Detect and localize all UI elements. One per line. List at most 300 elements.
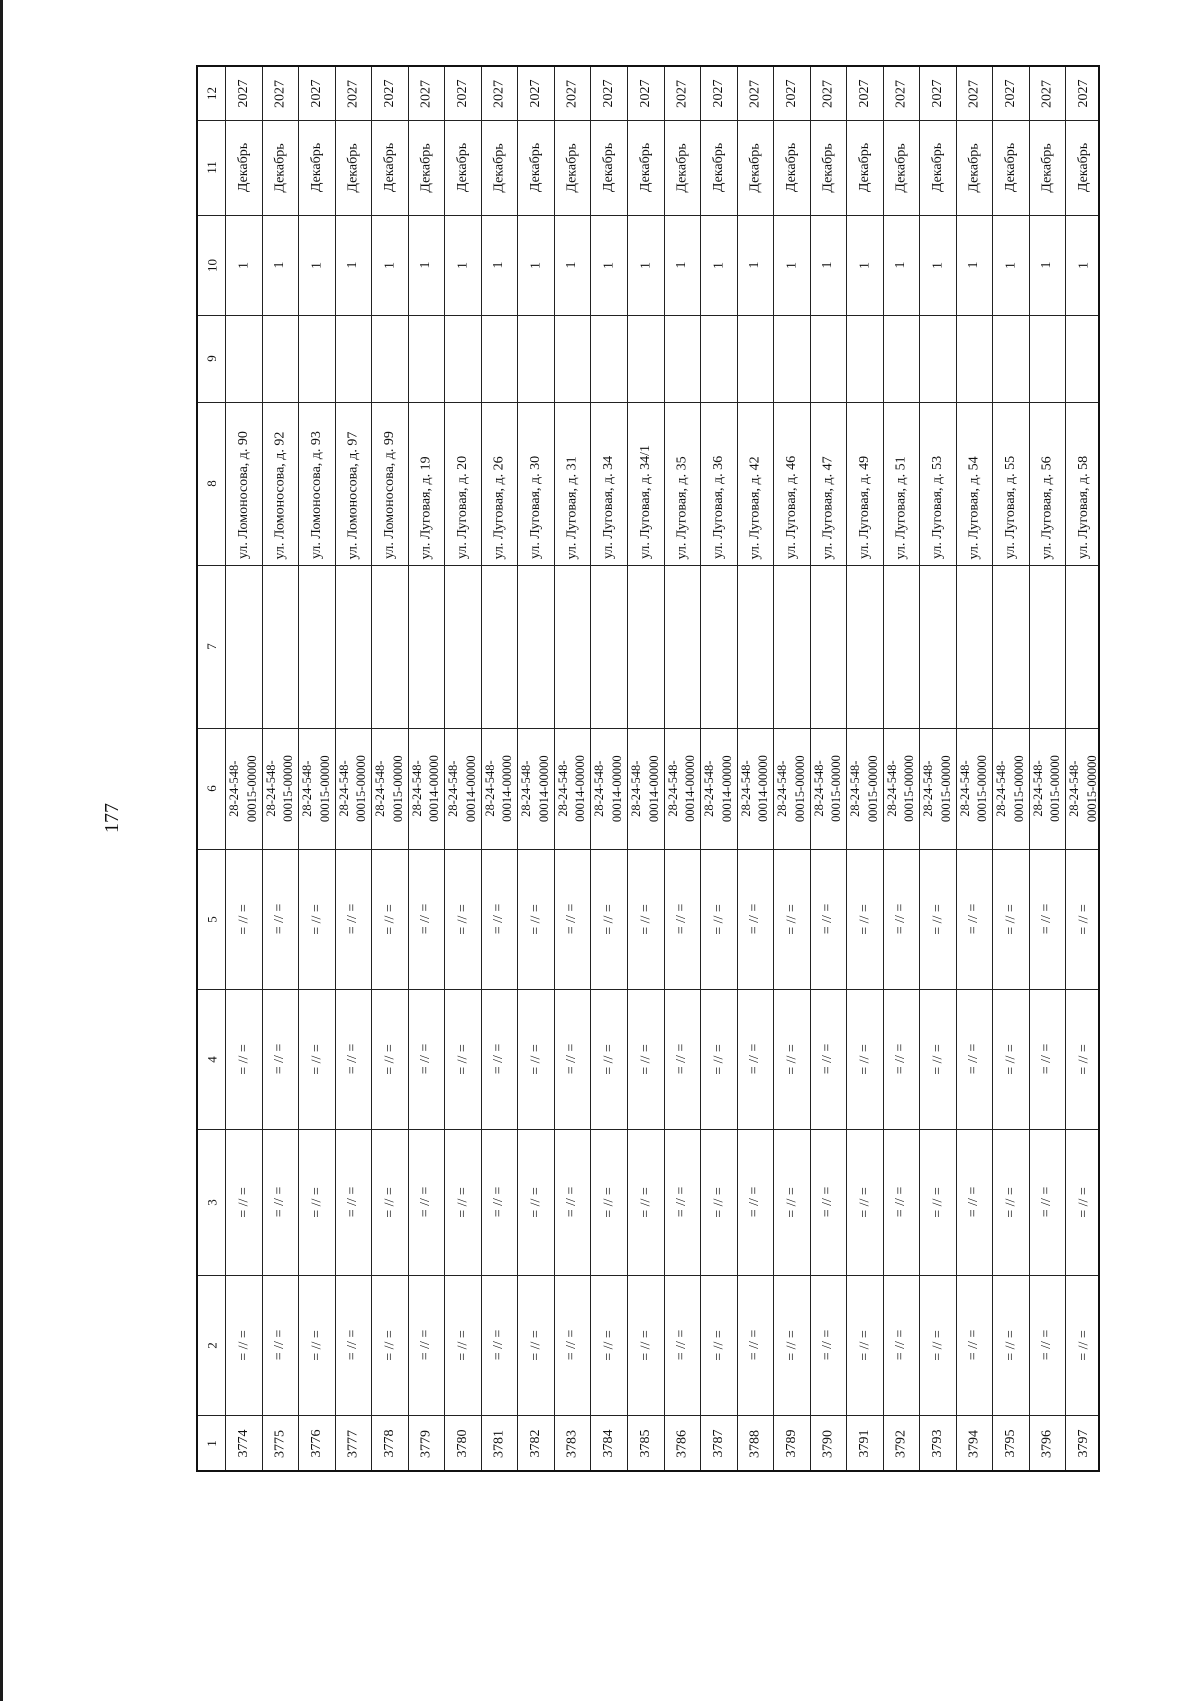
cadastral-code-part1: 28-24-548- xyxy=(702,760,717,817)
empty-cell xyxy=(1065,565,1102,728)
ditto-mark: = // = xyxy=(454,1043,470,1075)
year: 2027 xyxy=(272,79,287,108)
year: 2027 xyxy=(1039,79,1054,108)
ditto-mark: = // = xyxy=(235,1043,251,1075)
year: 2027 xyxy=(418,79,433,108)
ditto-mark: = // = xyxy=(820,1186,835,1218)
cadastral-code-part2: 00014-00000 xyxy=(756,755,770,822)
ditto-mark: = // = xyxy=(674,1186,689,1218)
row-number: 3786 xyxy=(674,1429,689,1458)
column-number-header: 11 xyxy=(203,161,219,174)
ditto-mark: = // = xyxy=(747,1186,762,1218)
ditto-mark: = // = xyxy=(674,1043,689,1075)
ditto-mark: = // = xyxy=(600,903,616,935)
column-number-header: 7 xyxy=(203,643,219,650)
ditto-mark: = // = xyxy=(235,1186,251,1218)
column-number-header: 3 xyxy=(203,1198,219,1206)
month: Декабрь xyxy=(856,142,872,193)
ditto-mark: = // = xyxy=(1002,903,1018,935)
address: ул. Луговая, д. 34 xyxy=(600,455,616,559)
empty-cell xyxy=(956,565,992,728)
year: 2027 xyxy=(856,79,872,108)
ditto-mark: = // = xyxy=(710,1186,726,1218)
empty-cell xyxy=(883,565,919,728)
empty-cell xyxy=(371,315,408,402)
empty-cell xyxy=(992,565,1029,728)
empty-cell xyxy=(225,315,262,402)
row-number: 3788 xyxy=(747,1429,762,1458)
empty-cell xyxy=(408,315,444,402)
ditto-mark: = // = xyxy=(272,903,287,935)
empty-cell xyxy=(992,315,1029,402)
ditto-mark: = // = xyxy=(893,1329,908,1361)
cadastral-code-part1: 28-24-548- xyxy=(592,760,607,817)
address: ул. Луговая, д. 54 xyxy=(966,455,981,559)
ditto-mark: = // = xyxy=(1075,1329,1091,1361)
quantity: 1 xyxy=(856,261,872,269)
ditto-mark: = // = xyxy=(783,903,799,935)
ditto-mark: = // = xyxy=(820,1043,835,1075)
empty-cell xyxy=(1029,315,1065,402)
ditto-mark: = // = xyxy=(1039,1043,1054,1075)
month: Декабрь xyxy=(381,142,397,193)
cadastral-code-part2: 00015-00000 xyxy=(938,755,953,822)
cadastral-code-part2: 00015-00000 xyxy=(244,755,259,822)
ditto-mark: = // = xyxy=(454,1329,470,1361)
address: ул. Луговая, д. 30 xyxy=(527,455,543,559)
ditto-mark: = // = xyxy=(418,903,433,935)
month: Декабрь xyxy=(308,142,324,193)
row-number: 3780 xyxy=(454,1429,470,1458)
cadastral-code-part2: 00014-00000 xyxy=(463,755,478,822)
ditto-mark: = // = xyxy=(674,903,689,935)
cadastral-code-part2: 00015-00000 xyxy=(792,755,807,822)
cadastral-code-part1: 28-24-548- xyxy=(775,760,790,817)
year: 2027 xyxy=(345,79,360,108)
quantity: 1 xyxy=(527,261,543,269)
address: ул. Луговая, д. 58 xyxy=(1075,455,1091,559)
row-number: 3789 xyxy=(783,1429,799,1458)
ditto-mark: = // = xyxy=(710,1043,726,1075)
cadastral-code-part2: 00014-00000 xyxy=(500,755,514,822)
quantity: 1 xyxy=(272,261,287,269)
year: 2027 xyxy=(308,79,324,108)
address: ул. Луговая, д. 35 xyxy=(674,455,689,559)
ditto-mark: = // = xyxy=(856,1043,872,1075)
ditto-mark: = // = xyxy=(600,1043,616,1075)
empty-cell xyxy=(444,565,481,728)
empty-cell xyxy=(737,565,773,728)
empty-cell xyxy=(846,315,883,402)
month: Декабрь xyxy=(564,142,579,193)
year: 2027 xyxy=(527,79,543,108)
ditto-mark: = // = xyxy=(418,1186,433,1218)
cadastral-code-part1: 28-24-548- xyxy=(848,760,863,817)
address: ул. Ломоносова, д. 90 xyxy=(235,431,251,559)
year: 2027 xyxy=(1075,79,1091,108)
empty-cell xyxy=(481,315,517,402)
cadastral-code-part1: 28-24-548- xyxy=(227,760,242,817)
quantity: 1 xyxy=(235,261,251,269)
month: Декабрь xyxy=(1075,142,1091,193)
ditto-mark: = // = xyxy=(527,903,543,935)
cadastral-code-part1: 28-24-548- xyxy=(373,760,388,817)
cadastral-code-part1: 28-24-548- xyxy=(921,760,936,817)
empty-cell xyxy=(627,315,664,402)
quantity: 1 xyxy=(1075,261,1091,269)
cadastral-code-part1: 28-24-548- xyxy=(300,760,315,817)
month: Декабрь xyxy=(527,142,543,193)
ditto-mark: = // = xyxy=(272,1043,287,1075)
ditto-mark: = // = xyxy=(235,1329,251,1361)
ditto-mark: = // = xyxy=(893,1043,908,1075)
cadastral-code-part1: 28-24-548- xyxy=(812,760,826,817)
cadastral-code-part1: 28-24-548- xyxy=(337,760,351,817)
ditto-mark: = // = xyxy=(418,1329,433,1361)
quantity: 1 xyxy=(1039,261,1054,269)
ditto-mark: = // = xyxy=(235,903,251,935)
empty-cell xyxy=(481,565,517,728)
address: ул. Луговая, д. 36 xyxy=(710,455,726,559)
row-number: 3782 xyxy=(527,1429,543,1458)
ditto-mark: = // = xyxy=(491,1329,506,1361)
ditto-mark: = // = xyxy=(381,1043,397,1075)
scan-edge xyxy=(0,0,3,1701)
month: Декабрь xyxy=(637,142,653,193)
address: ул. Ломоносова, д. 99 xyxy=(381,431,397,559)
year: 2027 xyxy=(710,79,726,108)
cadastral-code-part2: 00014-00000 xyxy=(609,755,624,822)
ditto-mark: = // = xyxy=(674,1329,689,1361)
empty-cell xyxy=(590,315,627,402)
empty-cell xyxy=(1065,315,1102,402)
ditto-mark: = // = xyxy=(308,903,324,935)
month: Декабрь xyxy=(1039,142,1054,193)
ditto-mark: = // = xyxy=(929,903,945,935)
year: 2027 xyxy=(600,79,616,108)
month: Декабрь xyxy=(783,142,799,193)
row-number: 3776 xyxy=(308,1429,324,1458)
empty-cell xyxy=(298,565,335,728)
month: Декабрь xyxy=(454,142,470,193)
month: Декабрь xyxy=(710,142,726,193)
address: ул. Луговая, д. 47 xyxy=(820,455,835,559)
quantity: 1 xyxy=(893,261,908,269)
row-number: 3781 xyxy=(491,1429,506,1458)
ditto-mark: = // = xyxy=(381,1329,397,1361)
column-number-header: 6 xyxy=(203,785,219,792)
ditto-mark: = // = xyxy=(564,1043,579,1075)
year: 2027 xyxy=(564,79,579,108)
ditto-mark: = // = xyxy=(710,1329,726,1361)
column-number-header: 4 xyxy=(203,1055,219,1063)
row-number: 3790 xyxy=(820,1429,835,1458)
ditto-mark: = // = xyxy=(966,1186,981,1218)
quantity: 1 xyxy=(308,261,324,269)
empty-cell xyxy=(1029,565,1065,728)
year: 2027 xyxy=(491,79,506,108)
empty-cell xyxy=(554,565,590,728)
ditto-mark: = // = xyxy=(747,1329,762,1361)
empty-cell xyxy=(408,565,444,728)
month: Декабрь xyxy=(747,142,762,193)
column-number-header: 8 xyxy=(203,480,219,487)
empty-cell xyxy=(956,315,992,402)
ditto-mark: = // = xyxy=(856,903,872,935)
empty-cell xyxy=(554,315,590,402)
ditto-mark: = // = xyxy=(1002,1329,1018,1361)
row-number: 3778 xyxy=(381,1429,397,1458)
year: 2027 xyxy=(820,79,835,108)
ditto-mark: = // = xyxy=(272,1329,287,1361)
empty-cell xyxy=(737,315,773,402)
ditto-mark: = // = xyxy=(929,1043,945,1075)
month: Декабрь xyxy=(1002,142,1018,193)
year: 2027 xyxy=(783,79,799,108)
cadastral-code-part1: 28-24-548- xyxy=(1067,760,1082,817)
year: 2027 xyxy=(235,79,251,108)
ditto-mark: = // = xyxy=(345,1186,360,1218)
ditto-mark: = // = xyxy=(600,1329,616,1361)
quantity: 1 xyxy=(454,261,470,269)
address: ул. Луговая, д. 56 xyxy=(1039,455,1054,559)
ditto-mark: = // = xyxy=(747,903,762,935)
cadastral-code-part2: 00015-00000 xyxy=(1084,755,1099,822)
row-number: 3797 xyxy=(1075,1429,1091,1458)
cadastral-code-part2: 00015-00000 xyxy=(317,755,332,822)
ditto-mark: = // = xyxy=(929,1186,945,1218)
empty-cell xyxy=(883,315,919,402)
ditto-mark: = // = xyxy=(1002,1043,1018,1075)
empty-cell xyxy=(773,315,810,402)
quantity: 1 xyxy=(600,261,616,269)
page-number: 177 xyxy=(101,803,123,833)
address: ул. Ломоносова, д. 92 xyxy=(272,431,287,559)
cadastral-code-part1: 28-24-548- xyxy=(483,760,497,817)
address: ул. Ломоносова, д. 93 xyxy=(308,431,324,559)
ditto-mark: = // = xyxy=(637,1329,653,1361)
quantity: 1 xyxy=(345,261,360,269)
ditto-mark: = // = xyxy=(491,1186,506,1218)
cadastral-code-part2: 00014-00000 xyxy=(719,755,734,822)
row-number: 3792 xyxy=(893,1429,908,1458)
register-table xyxy=(196,65,1100,1472)
ditto-mark: = // = xyxy=(856,1186,872,1218)
empty-cell xyxy=(517,565,554,728)
year: 2027 xyxy=(966,79,981,108)
ditto-mark: = // = xyxy=(783,1186,799,1218)
ditto-mark: = // = xyxy=(966,1043,981,1075)
ditto-mark: = // = xyxy=(966,903,981,935)
ditto-mark: = // = xyxy=(564,1186,579,1218)
ditto-mark: = // = xyxy=(1002,1186,1018,1218)
cadastral-code-part1: 28-24-548- xyxy=(556,760,570,817)
empty-cell xyxy=(262,565,298,728)
cadastral-code-part1: 28-24-548- xyxy=(994,760,1009,817)
row-number: 3774 xyxy=(235,1429,251,1458)
ditto-mark: = // = xyxy=(856,1329,872,1361)
cadastral-code-part2: 00015-00000 xyxy=(281,755,295,822)
ditto-mark: = // = xyxy=(418,1043,433,1075)
ditto-mark: = // = xyxy=(491,903,506,935)
ditto-mark: = // = xyxy=(783,1329,799,1361)
cadastral-code-part1: 28-24-548- xyxy=(1031,760,1045,817)
ditto-mark: = // = xyxy=(820,903,835,935)
column-number-header: 5 xyxy=(203,915,219,923)
row-number: 3787 xyxy=(710,1429,726,1458)
row-number: 3796 xyxy=(1039,1429,1054,1458)
empty-cell xyxy=(517,315,554,402)
month: Декабрь xyxy=(235,142,251,193)
address: ул. Луговая, д. 42 xyxy=(747,455,762,559)
month: Декабрь xyxy=(893,142,908,193)
cadastral-code-part1: 28-24-548- xyxy=(519,760,534,817)
year: 2027 xyxy=(747,79,762,108)
address: ул. Луговая, д. 55 xyxy=(1002,455,1018,559)
ditto-mark: = // = xyxy=(381,1186,397,1218)
ditto-mark: = // = xyxy=(308,1329,324,1361)
quantity: 1 xyxy=(1002,261,1018,269)
month: Декабрь xyxy=(272,142,287,193)
year: 2027 xyxy=(674,79,689,108)
empty-cell xyxy=(335,315,371,402)
column-number-header: 10 xyxy=(203,258,219,272)
ditto-mark: = // = xyxy=(345,1329,360,1361)
empty-cell xyxy=(846,565,883,728)
ditto-mark: = // = xyxy=(527,1186,543,1218)
empty-cell xyxy=(664,565,700,728)
ditto-mark: = // = xyxy=(491,1043,506,1075)
row-number: 3785 xyxy=(637,1429,653,1458)
ditto-mark: = // = xyxy=(1075,903,1091,935)
cadastral-code-part2: 00015-00000 xyxy=(902,755,916,822)
month: Декабрь xyxy=(966,142,981,193)
address: ул. Луговая, д. 31 xyxy=(564,455,579,559)
empty-cell xyxy=(444,315,481,402)
year: 2027 xyxy=(929,79,945,108)
column-number-header: 9 xyxy=(203,355,219,362)
address: ул. Луговая, д. 49 xyxy=(856,455,872,559)
ditto-mark: = // = xyxy=(966,1329,981,1361)
ditto-mark: = // = xyxy=(637,1043,653,1075)
cadastral-code-part2: 00014-00000 xyxy=(536,755,551,822)
column-number-header: 12 xyxy=(203,87,219,100)
empty-cell xyxy=(298,315,335,402)
quantity: 1 xyxy=(966,261,981,269)
empty-cell xyxy=(919,565,956,728)
ditto-mark: = // = xyxy=(527,1043,543,1075)
ditto-mark: = // = xyxy=(600,1186,616,1218)
ditto-mark: = // = xyxy=(564,1329,579,1361)
cadastral-code-part2: 00014-00000 xyxy=(573,755,587,822)
cadastral-code-part2: 00015-00000 xyxy=(1048,755,1062,822)
ditto-mark: = // = xyxy=(710,903,726,935)
empty-cell xyxy=(262,315,298,402)
empty-cell xyxy=(225,565,262,728)
month: Декабрь xyxy=(929,142,945,193)
ditto-mark: = // = xyxy=(272,1186,287,1218)
cadastral-code-part1: 28-24-548- xyxy=(446,760,461,817)
month: Декабрь xyxy=(600,142,616,193)
ditto-mark: = // = xyxy=(308,1043,324,1075)
empty-cell xyxy=(371,565,408,728)
address: ул. Луговая, д. 19 xyxy=(418,455,433,559)
cadastral-code-part1: 28-24-548- xyxy=(739,760,753,817)
ditto-mark: = // = xyxy=(747,1043,762,1075)
month: Декабрь xyxy=(345,142,360,193)
year: 2027 xyxy=(637,79,653,108)
quantity: 1 xyxy=(674,261,689,269)
empty-cell xyxy=(919,315,956,402)
ditto-mark: = // = xyxy=(308,1186,324,1218)
cadastral-code-part2: 00015-00000 xyxy=(354,755,368,822)
empty-cell xyxy=(664,315,700,402)
cadastral-code-part1: 28-24-548- xyxy=(958,760,972,817)
quantity: 1 xyxy=(564,261,579,269)
ditto-mark: = // = xyxy=(1039,903,1054,935)
address: ул. Луговая, д. 34/1 xyxy=(637,444,653,559)
ditto-mark: = // = xyxy=(381,903,397,935)
ditto-mark: = // = xyxy=(929,1329,945,1361)
quantity: 1 xyxy=(491,261,506,269)
year: 2027 xyxy=(1002,79,1018,108)
address: ул. Луговая, д. 51 xyxy=(893,455,908,559)
address: ул. Луговая, д. 53 xyxy=(929,455,945,559)
column-number-header: 2 xyxy=(203,1341,219,1349)
year: 2027 xyxy=(381,79,397,108)
column-number-header: 1 xyxy=(203,1440,219,1447)
empty-cell xyxy=(700,315,737,402)
quantity: 1 xyxy=(710,261,726,269)
ditto-mark: = // = xyxy=(783,1043,799,1075)
cadastral-code-part2: 00014-00000 xyxy=(646,755,661,822)
cadastral-code-part1: 28-24-548- xyxy=(666,760,680,817)
month: Декабрь xyxy=(491,142,506,193)
cadastral-code-part2: 00015-00000 xyxy=(829,755,843,822)
year: 2027 xyxy=(893,79,908,108)
ditto-mark: = // = xyxy=(637,1186,653,1218)
empty-cell xyxy=(590,565,627,728)
empty-cell xyxy=(810,565,846,728)
quantity: 1 xyxy=(418,261,433,269)
ditto-mark: = // = xyxy=(1039,1186,1054,1218)
ditto-mark: = // = xyxy=(893,1186,908,1218)
ditto-mark: = // = xyxy=(345,903,360,935)
cadastral-code-part2: 00014-00000 xyxy=(683,755,697,822)
row-number: 3783 xyxy=(564,1429,579,1458)
ditto-mark: = // = xyxy=(454,1186,470,1218)
year: 2027 xyxy=(454,79,470,108)
ditto-mark: = // = xyxy=(637,903,653,935)
row-number: 3779 xyxy=(418,1429,433,1458)
row-number: 3793 xyxy=(929,1429,945,1458)
cadastral-code-part2: 00014-00000 xyxy=(427,755,441,822)
month: Декабрь xyxy=(820,142,835,193)
ditto-mark: = // = xyxy=(454,903,470,935)
cadastral-code-part2: 00015-00000 xyxy=(865,755,880,822)
address: ул. Ломоносова, д. 97 xyxy=(345,431,360,559)
month: Декабрь xyxy=(418,142,433,193)
quantity: 1 xyxy=(637,261,653,269)
empty-cell xyxy=(627,565,664,728)
quantity: 1 xyxy=(381,261,397,269)
cadastral-code-part2: 00015-00000 xyxy=(390,755,405,822)
cadastral-code-part1: 28-24-548- xyxy=(264,760,278,817)
ditto-mark: = // = xyxy=(1039,1329,1054,1361)
month: Декабрь xyxy=(674,142,689,193)
ditto-mark: = // = xyxy=(1075,1043,1091,1075)
ditto-mark: = // = xyxy=(527,1329,543,1361)
